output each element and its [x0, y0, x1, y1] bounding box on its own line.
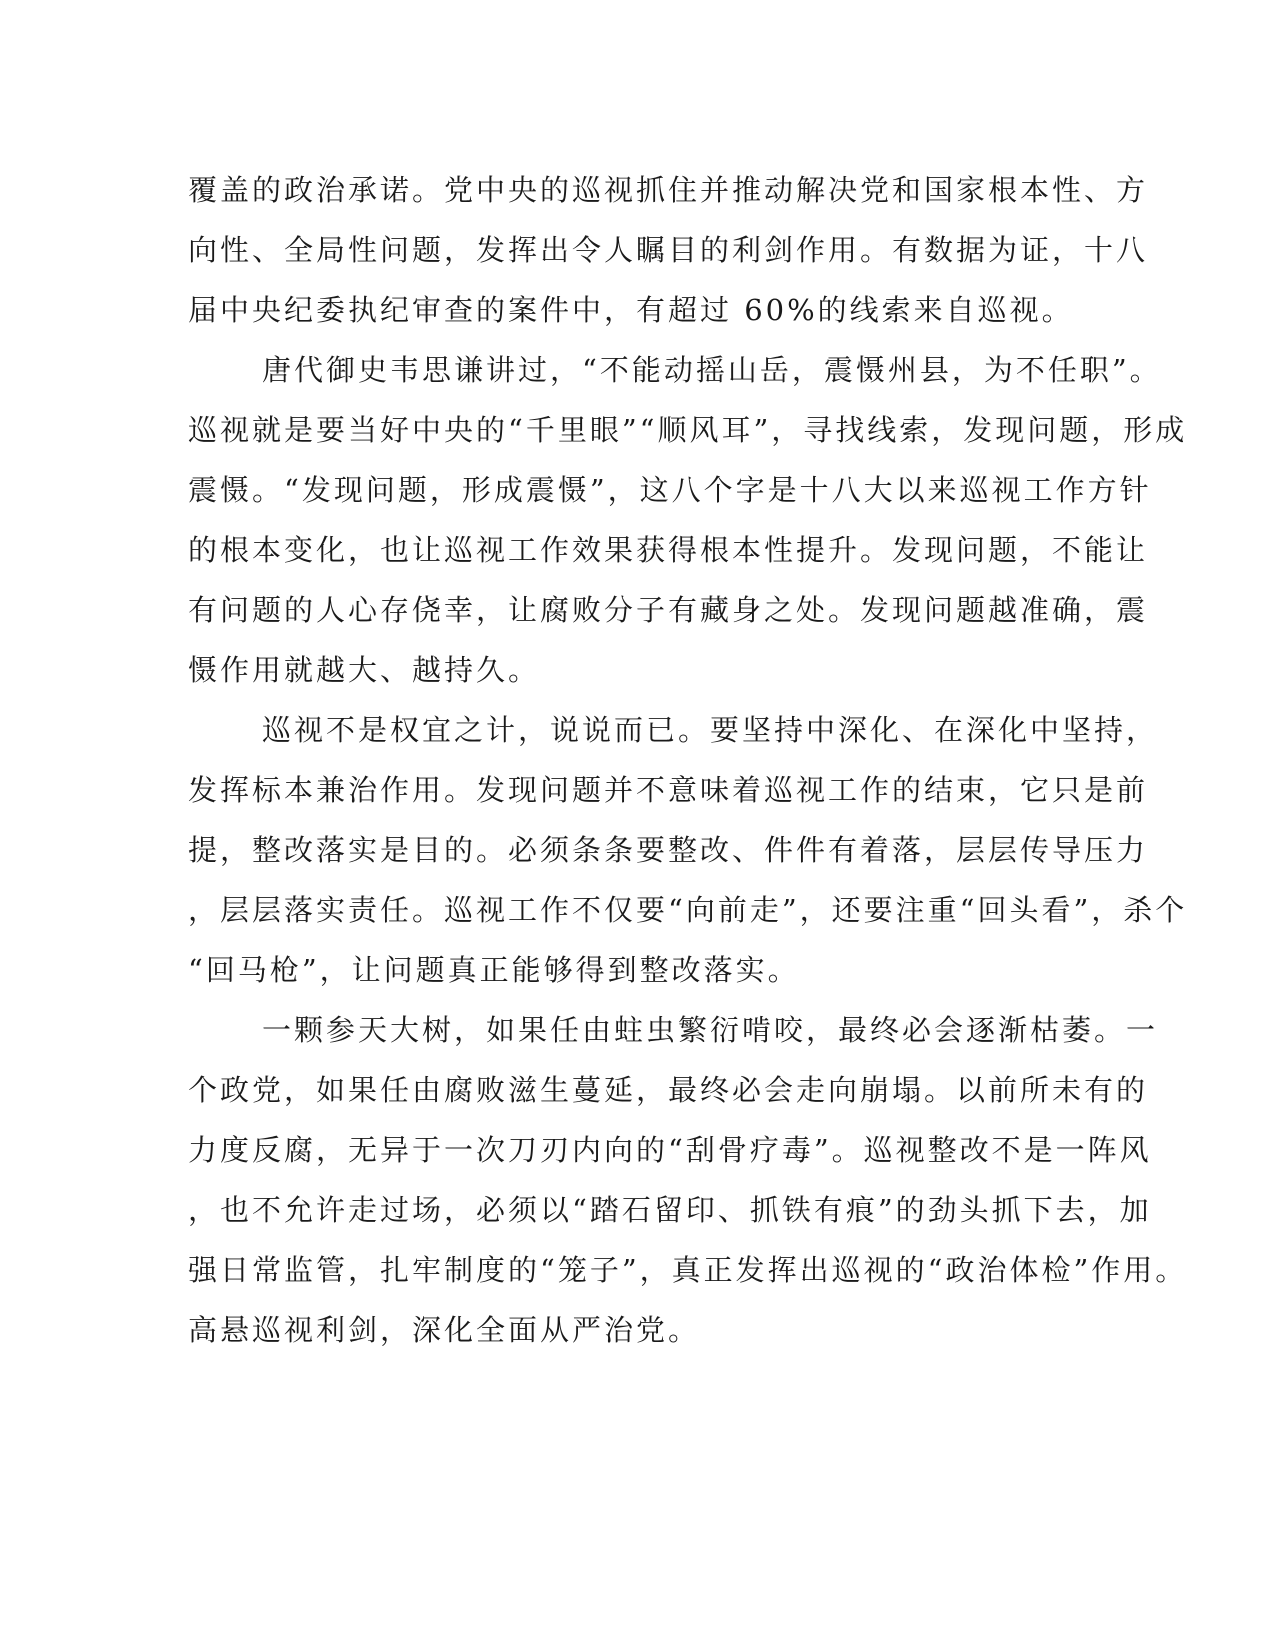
text-line: 震慑。“发现问题，形成震慑”，这八个字是十八大以来巡视工作方针: [188, 473, 1152, 507]
text-line: 强日常监管，扎牢制度的“笼子”，真正发挥出巡视的“政治体检”作用。: [188, 1253, 1188, 1287]
document-body: [188, 160, 1188, 1360]
paragraph-start-line: 巡视不是权宜之计，说说而已。要坚持中深化、在深化中坚持，: [262, 713, 1159, 747]
paragraph-start-line: 一颗参天大树，如果任由蛀虫繁衍啃咬，最终必会逐渐枯萎。一: [262, 1013, 1159, 1047]
text-line: 慑作用就越大、越持久。: [188, 653, 541, 687]
text-line: 个政党，如果任由腐败滋生蔓延，最终必会走向崩塌。以前所未有的: [188, 1073, 1149, 1107]
text-line: 提，整改落实是目的。必须条条要整改、件件有着落，层层传导压力: [188, 833, 1149, 867]
text-line: 巡视就是要当好中央的“千里眼”“顺风耳”，寻找线索，发现问题，形成: [188, 413, 1188, 447]
text-line: “回马枪”，让问题真正能够得到整改落实。: [188, 953, 800, 987]
text-line: 发挥标本兼治作用。发现问题并不意味着巡视工作的结束，它只是前: [188, 773, 1149, 807]
text-line: ，层层落实责任。巡视工作不仅要“向前走”，还要注重“回头看”，杀个: [188, 893, 1188, 927]
text-line: 覆盖的政治承诺。党中央的巡视抓住并推动解决党和国家根本性、方: [188, 173, 1149, 207]
text-line: 力度反腐，无异于一次刀刃内向的“刮骨疗毒”。巡视整改不是一阵风: [188, 1133, 1152, 1167]
text-line: 向性、全局性问题，发挥出令人瞩目的利剑作用。有数据为证，十八: [188, 233, 1149, 267]
paragraph-start-line: 唐代御史韦思谦讲过，“不能动摇山岳，震慑州县，为不任职”。: [262, 353, 1162, 387]
text-line: 高悬巡视利剑，深化全面从严治党。: [188, 1313, 701, 1347]
text-line: 届中央纪委执纪审查的案件中，有超过 60%的线索来自巡视。: [188, 293, 1074, 327]
text-line: 有问题的人心存侥幸，让腐败分子有藏身之处。发现问题越准确，震: [188, 593, 1149, 627]
text-line: ，也不允许走过场，必须以“踏石留印、抓铁有痕”的劲头抓下去，加: [188, 1193, 1152, 1227]
text-line: 的根本变化，也让巡视工作效果获得根本性提升。发现问题，不能让: [188, 533, 1149, 567]
